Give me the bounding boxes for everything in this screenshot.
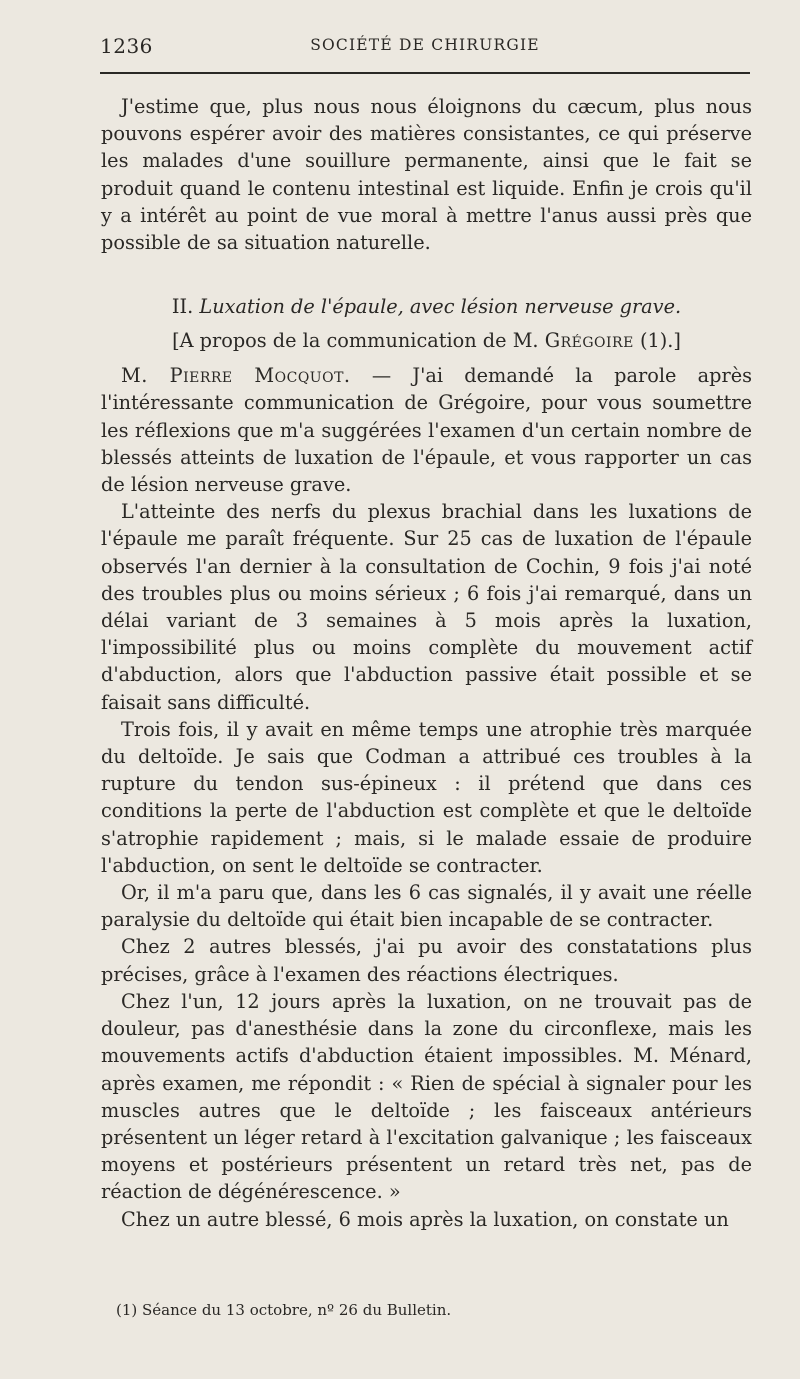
subtitle-footnote-ref: (1).] — [633, 329, 681, 353]
running-title: SOCIÉTÉ DE CHIRURGIE — [310, 36, 540, 54]
paragraph-7: Chez l'un, 12 jours après la luxation, on ne trouvait pas de douleur, pas d'anesthésie dans la zone du circonflexe, mais les mouvements actifs d'abduction étaient impossibles. M. Ménard, après examen, me répondit : « Rien de spécial à signaler pour les muscles autres que le deltoïde ; les faisceaux antérieurs présentent un léger retard à l'excitation galvanique ; les faisceaux moyens et postérieurs présentent un retard très net, pas de réaction de dégénérescence. » — [101, 989, 752, 1204]
subtitle-text: [A propos de la communication de M. — [172, 329, 545, 353]
page-number: 1236 — [100, 34, 153, 58]
paragraph-8: Chez un autre blessé, 6 mois après la luxation, on constate un — [121, 1207, 729, 1231]
paragraph-5: Or, il m'a paru que, dans les 6 cas signalés, il y avait une réelle paralysie du deltoïde qui était bien incapable de se contracter. — [101, 881, 752, 932]
paragraph-6: Chez 2 autres blessés, j'ai pu avoir des constatations plus précises, grâce à l'examen des réactions électriques. — [101, 935, 752, 986]
header-rule — [100, 72, 750, 74]
footnote: (1) Séance du 13 octobre, nº 26 du Bulletin. — [116, 1301, 452, 1319]
paragraph-2-text: — J'ai demandé la parole après l'intéressante communication de Grégoire, pour vous soumettre les réflexions que m'a suggérées l'examen d'un certain nombre de blessés atteints de luxation de l'épaule, et vous rapporter un cas de lésion nerveuse grave. — [101, 364, 753, 497]
page-header — [100, 34, 750, 60]
speaker-name: M. Pierre Mocquot. — [121, 364, 351, 388]
paragraph-1: J'estime que, plus nous nous éloignons du cæcum, plus nous pouvons espérer avoir des matières consistantes, ce qui préserve les malades d'une souillure permanente, ainsi que le fait se produit quand le contenu intestinal est liquide. Enfin je crois qu'il y a intérêt au point de vue moral à mettre l'anus aussi près que possible de sa situation naturelle. — [101, 95, 752, 255]
section-number: II. — [171, 295, 194, 319]
paragraph-4: Trois fois, il y avait en même temps une atrophie très marquée du deltoïde. Je sais que Codman a attribué ces troubles à la rupture du tendon sus-épineux : il prétend que dans ces conditions la perte de l'abduction est complète et que le deltoïde s'atrophie rapidement ; mais, si le malade essaie de produire l'abduction, on sent le deltoïde se contracter. — [101, 717, 752, 877]
section-title: Luxation de l'épaule, avec lésion nerveuse grave. — [199, 295, 682, 319]
section-heading — [101, 290, 752, 324]
section-subtitle — [101, 324, 752, 358]
paragraph-3: L'atteinte des nerfs du plexus brachial dans les luxations de l'épaule me paraît fréquente. Sur 25 cas de luxation de l'épaule observés l'an dernier à la consultation de Cochin, 9 fois j'ai noté des troubles plus ou moins sérieux ; 6 fois j'ai remarqué, dans un délai variant de 3 semaines à 5 mois après la luxation, l'impossibilité plus ou moins complète du mouvement actif d'abduction, alors que l'abduction passive était possible et se faisait sans difficulté. — [101, 500, 752, 714]
paragraph-2 — [101, 362, 752, 498]
subtitle-author: Grégoire — [544, 329, 634, 353]
body-text — [101, 93, 752, 1233]
